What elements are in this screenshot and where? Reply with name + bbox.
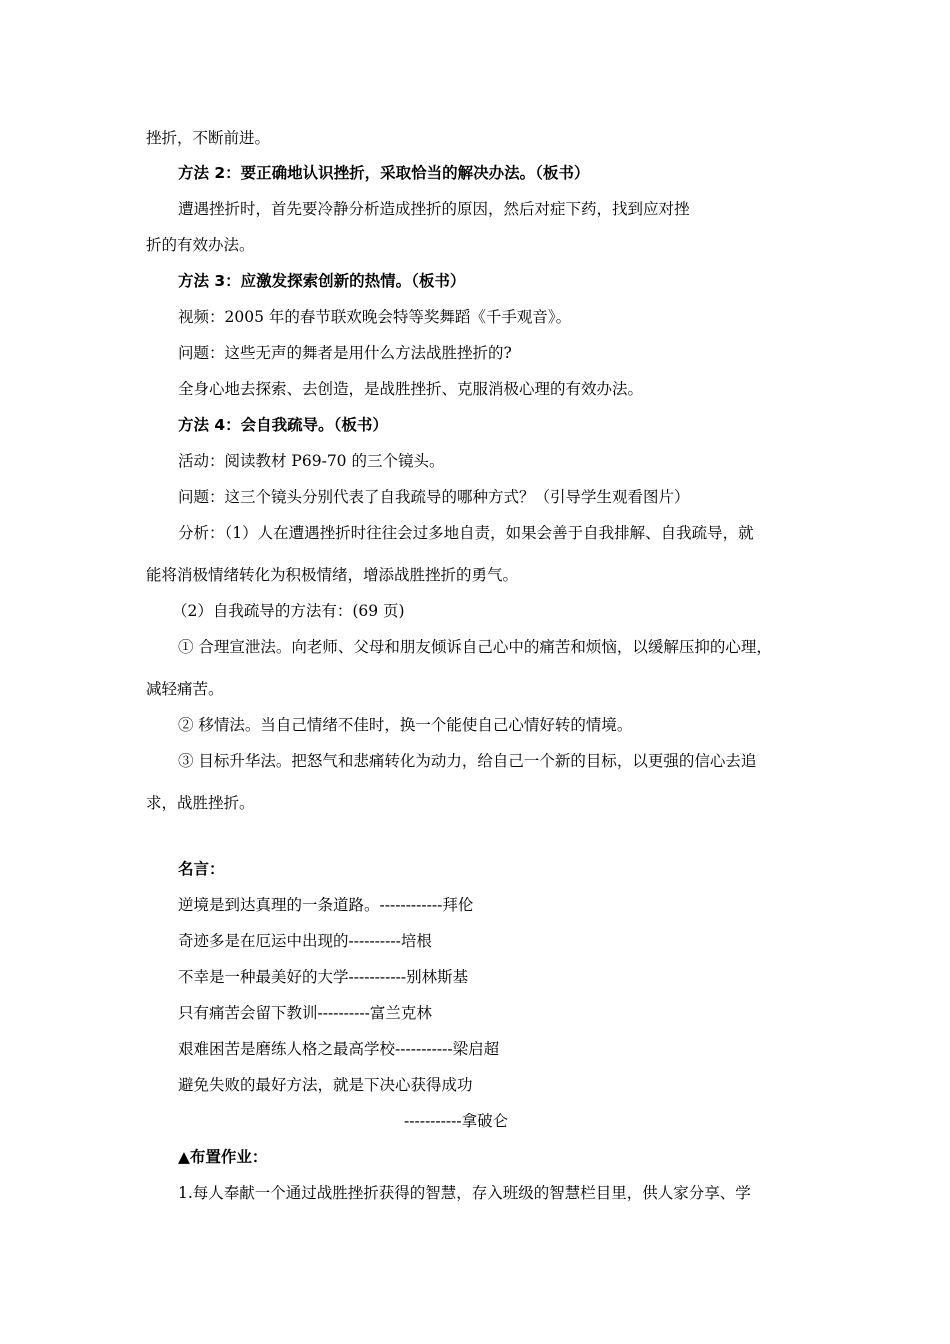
method-4-heading: 方法 4：会自我疏导。（板书） [178, 416, 388, 434]
quote-line: 奇迹多是在厄运中出现的----------培根 [178, 932, 432, 950]
method-3-heading: 方法 3：应激发探索创新的热情。（板书） [178, 272, 466, 290]
text-line: 问题：这三个镜头分别代表了自我疏导的哪种方式？（引导学生观看图片） [178, 488, 690, 506]
text-line: 分析：（1）人在遭遇挫折时往往会过多地自责，如果会善于自我排解、自我疏导，就 [178, 524, 754, 542]
homework-item: 1.每人奉献一个通过战胜挫折获得的智慧，存入班级的智慧栏目里，供人家分享、学 [178, 1184, 751, 1202]
text-line: ② 移情法。当自己情绪不佳时，换一个能使自己心情好转的情境。 [178, 716, 633, 734]
quote-line: 逆境是到达真理的一条道路。------------拜伦 [178, 896, 474, 914]
text-line: 活动：阅读教材 P69-70 的三个镜头。 [178, 452, 445, 470]
text-line: 减轻痛苦。 [146, 680, 224, 698]
text-line: 视频：2005 年的春节联欢晚会特等奖舞蹈《千手观音》。 [178, 308, 572, 326]
text-line: 折的有效办法。 [146, 236, 255, 254]
quote-line: 不幸是一种最美好的大学-----------别林斯基 [178, 968, 469, 986]
quote-line: 避免失败的最好方法，就是下决心获得成功 [178, 1076, 473, 1094]
text-line: 全身心地去探索、去创造，是战胜挫折、克服消极心理的有效办法。 [178, 380, 644, 398]
text-line: 遭遇挫折时，首先要冷静分析造成挫折的原因，然后对症下药，找到应对挫 [178, 200, 690, 218]
method-2-heading: 方法 2：要正确地认识挫折，采取恰当的解决办法。（板书） [178, 164, 590, 182]
text-line: 求，战胜挫折。 [146, 794, 255, 812]
text-line: ③ 目标升华法。把怒气和悲痛转化为动力，给自己一个新的目标，以更强的信心去追 [178, 752, 757, 770]
text-line: （2）自我疏导的方法有：(69 页) [172, 602, 405, 620]
text-line: 能将消极情绪转化为积极情绪，增添战胜挫折的勇气。 [146, 566, 519, 584]
quote-line: 只有痛苦会留下教训----------富兰克林 [178, 1004, 432, 1022]
quote-attribution: -----------拿破仑 [404, 1112, 509, 1130]
text-line: 问题：这些无声的舞者是用什么方法战胜挫折的? [178, 344, 512, 362]
quote-line: 艰难困苦是磨练人格之最高学校-----------梁启超 [178, 1040, 500, 1058]
homework-heading: ▲布置作业： [178, 1148, 268, 1166]
text-line: 挫折，不断前进。 [146, 129, 271, 147]
quotes-heading: 名言： [178, 860, 225, 878]
text-line: ① 合理宣泄法。向老师、父母和朋友倾诉自己心中的痛苦和烦恼，以缓解压抑的心理， [178, 638, 772, 656]
